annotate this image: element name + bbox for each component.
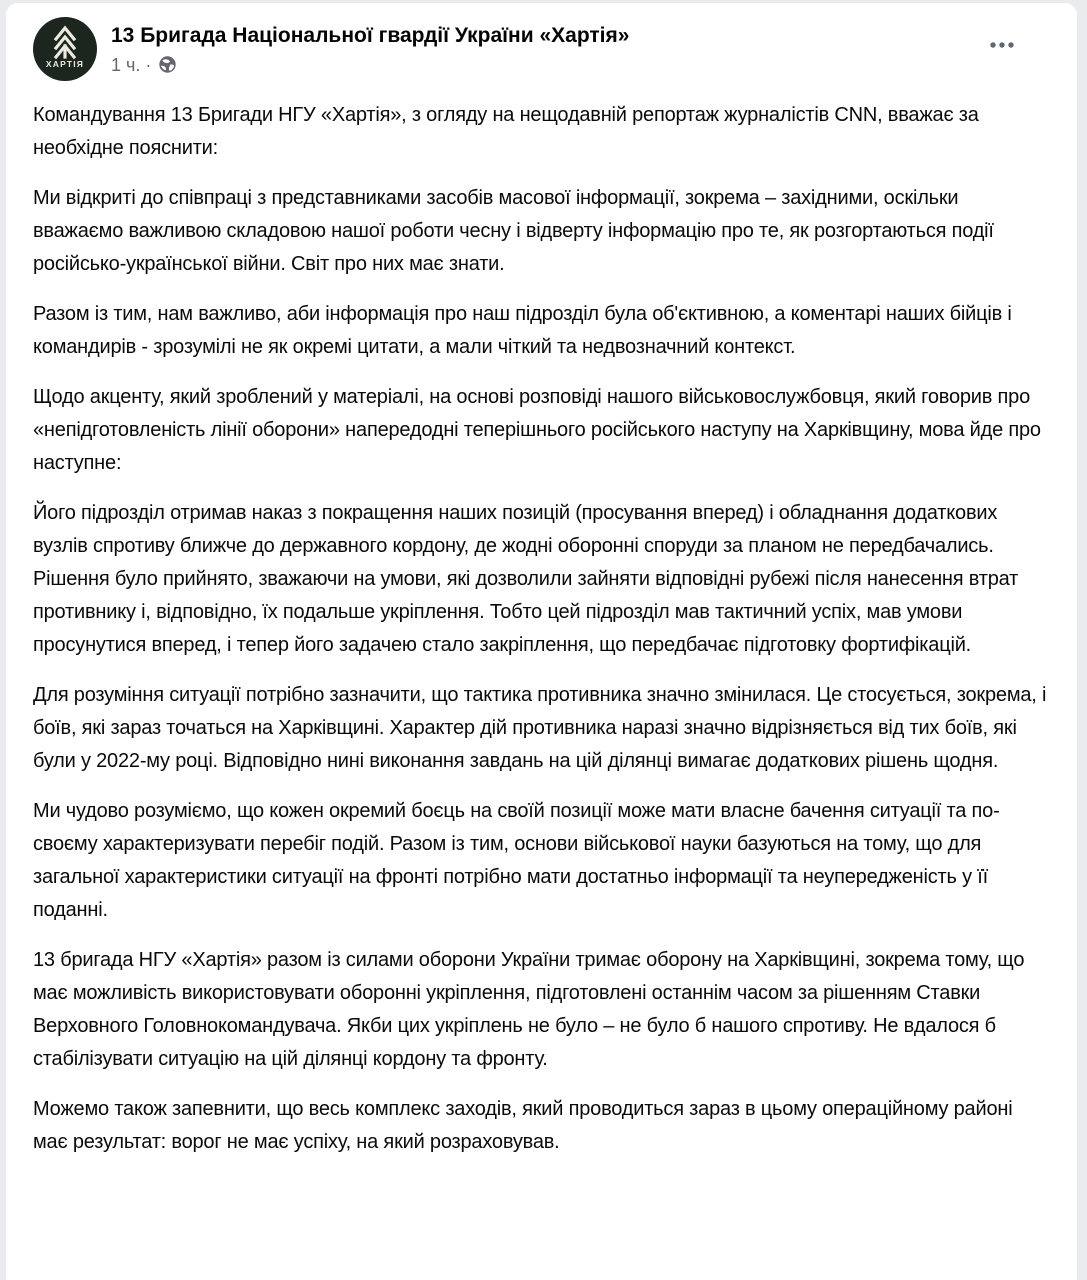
globe-privacy-icon[interactable] (158, 55, 177, 74)
post-paragraph: Ми чудово розуміємо, що кожен окремий боєць на своїй позиції може мати власне бачення ситуації та по-своєму характеризувати перебіг подій. Разом із тим, основи військової науки базуються на тому, що для загальної характеристики ситуації на фронті потрібно мати достатньо інформації та неупередженість у її поданні. (33, 800, 1000, 921)
post-paragraph: Для розуміння ситуації потрібно зазначити, що тактика противника значно змінилася. Це стосується, зокрема, і боїв, які зараз точаться на Харківщині. Характер дій противника наразі значно відрізняється від тих боїв, які були у 2022-му році. Відповідно нині виконання завдань на цій ділянці вимагає додаткових рішень щодня. (33, 684, 1047, 772)
post-header (33, 3, 1050, 81)
page-name-link[interactable]: 13 Бригада Національної гвардії України «Хартія» (111, 24, 630, 47)
post-paragraph: Ми відкриті до співпраці з представниками засобів масової інформації, зокрема – західними, оскільки вважаємо важливою складовою нашої роботи чесну і відверту інформацію про те, як розгортаються події російсько-української війни. Світ про них має знати. (33, 187, 994, 275)
post-header-meta (111, 17, 629, 74)
post-paragraph: Його підрозділ отримав наказ з покращення наших позицій (просування вперед) і обладнання додаткових вузлів спротиву ближче до державного кордону, де жодні оборонні споруди за планом не передбачались. Рішення було прийнято, зважаючи на умови, які дозволили зайняти відповідні рубежі після нанесення втрат противнику і, відповідно, їх подальше укріплення. Тобто цей підрозділ мав тактичний успіх, мав умови просунутися вперед, і тепер його задачею стало закріплення, що передбачає підготовку фортифікацій. (33, 502, 1019, 656)
avatar[interactable] (33, 17, 97, 81)
post-paragraph: Можемо також запевнити, що весь комплекс заходів, який проводиться зараз в цьому операційному районі має результат: ворог не має успіху, на який розраховував. (33, 1098, 1013, 1153)
post-paragraph: Щодо акценту, який зроблений у матеріалі, на основі розповіді нашого військовослужбовця, який говорив про «непідготовленість лінії оборони» напередодні теперішнього російського наступу на Харківщину, мова йде про наступне: (33, 386, 1041, 474)
avatar-label: ХАРТІЯ (45, 58, 85, 69)
post-meta-row (111, 55, 629, 74)
dot-separator: · (145, 54, 152, 75)
post-paragraph: Командування 13 Бригади НГУ «Хартія», з огляду на нещодавній репортаж журналістів CNN, вважає за необхідне пояснити: (33, 104, 979, 159)
three-dots-icon (985, 28, 1019, 62)
post-timestamp[interactable]: 1 ч. (111, 54, 141, 75)
post-paragraph: Разом із тим, нам важливо, аби інформація про наш підрозділ була об'єктивною, а коментарі наших бійців і командирів - зрозумілі не як окремі цитати, а мали чіткий та недвозначний контекст. (33, 303, 1012, 358)
post-text (33, 99, 1050, 1186)
post-paragraph: 13 бригада НГУ «Хартія» разом із силами оборони України тримає оборону на Харківщині, зокрема тому, що має можливість використовувати оборонні укріплення, підготовлені останнім часом за рішенням Ставки Верховного Головнокомандувача. Якби цих укріплень не було – не було б нашого спротиву. Не вдалося б стабілізувати ситуацію на цій ділянці кордону та фронту. (33, 949, 1025, 1070)
khartiia-emblem-icon (33, 17, 97, 81)
post-card (6, 3, 1077, 1280)
more-options-button[interactable] (982, 27, 1022, 63)
